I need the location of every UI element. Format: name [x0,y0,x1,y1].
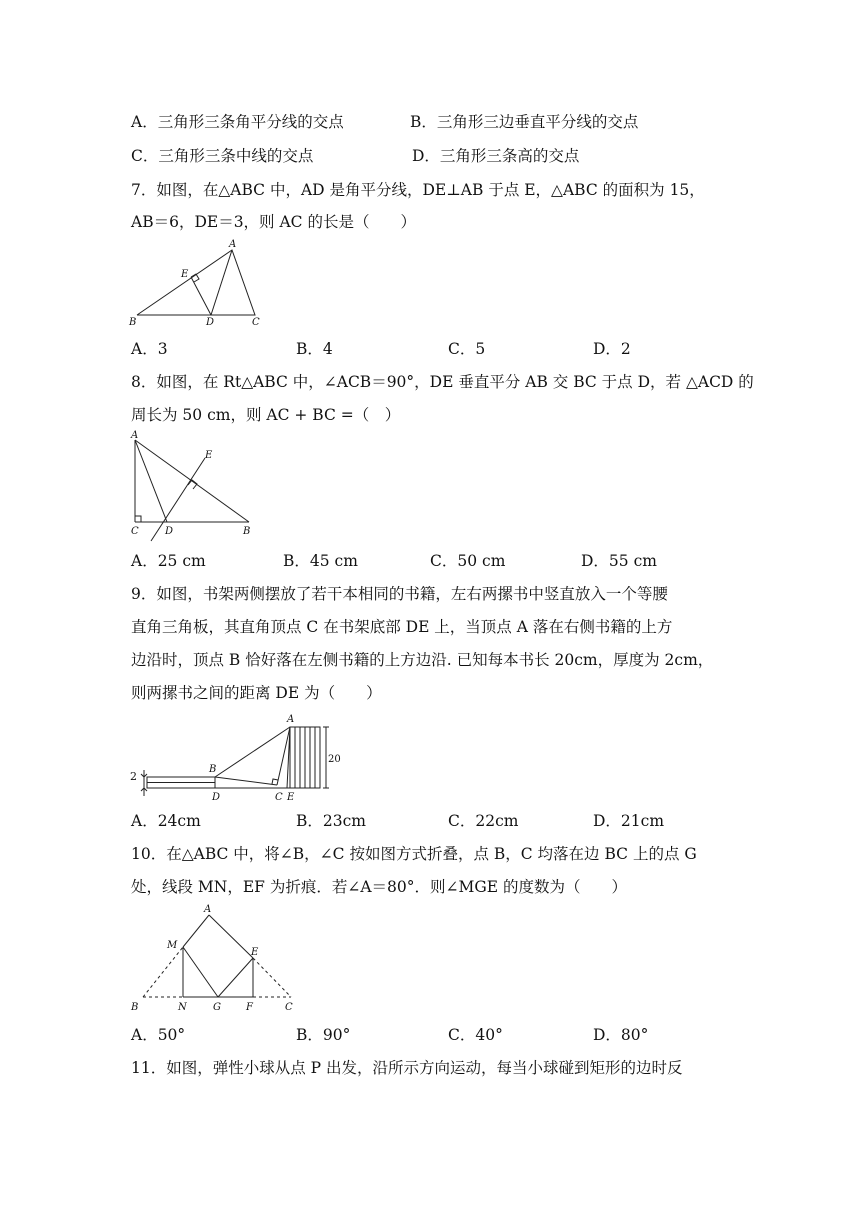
q8-figure [125,430,265,544]
q9-figure [125,708,355,808]
q7-stem-line1: 7．如图，在△ABC 中，AD 是角平分线，DE⊥AB 于点 E，△ABC 的面积为 15， [131,181,705,199]
q10-label-g: G [213,1002,221,1013]
q8-label-b: B [243,526,251,537]
q10-label-c: C [285,1002,293,1013]
q9-stem-line3: 边沿时，顶点 B 恰好落在左侧书籍的上方边沿. 已知每本书长 20cm，厚度为 2cm， [131,651,714,669]
q7-figure [125,238,265,330]
q11-stem-line1: 11．如图，弹性小球从点 P 出发，沿所示方向运动，每当小球碰到矩形的边时反 [131,1059,683,1077]
q9-option-b: B．23cm [296,812,366,830]
q8-label-a: A [131,430,139,441]
q8-stem-line2: 周长为 50 cm，则 AC + BC =（ ） [131,406,401,424]
q7-option-b: B．4 [296,340,333,358]
q9-label-b: B [209,764,217,775]
q9-label-length: 20 [328,754,341,765]
q9-label-e: E [287,792,295,803]
q10-option-c: C．40° [448,1026,503,1044]
q10-label-n: N [178,1002,187,1013]
q8-label-e: E [205,450,213,461]
q10-stem-line1: 10．在△ABC 中，将∠B，∠C 按如图方式折叠，点 B，C 均落在边 BC 上的点 G [131,845,697,863]
q9-option-a: A．24cm [131,812,201,830]
q6-option-d: D．三角形三条高的交点 [412,147,580,165]
q7-label-d: D [206,317,215,328]
q7-label-a: A [229,239,237,250]
q8-option-b: B．45 cm [283,552,358,570]
q6-option-c: C．三角形三条中线的交点 [131,147,314,165]
q7-label-c: C [252,317,260,328]
q9-stem-line2: 直角三角板，其直角顶点 C 在书架底部 DE 上，当顶点 A 落在右侧书籍的上方 [131,618,673,636]
q9-option-c: C．22cm [448,812,519,830]
q10-label-e: E [251,947,259,958]
q8-option-c: C．50 cm [430,552,506,570]
q8-label-d: D [165,526,174,537]
q10-stem-line2: 处，线段 MN，EF 为折痕．若∠A＝80°．则∠MGE 的度数为（ ） [131,878,627,896]
q9-option-d: D．21cm [593,812,665,830]
q10-label-m: M [167,940,178,951]
q8-option-d: D．55 cm [581,552,657,570]
q9-label-c: C [275,792,283,803]
q8-stem-line1: 8．如图，在 Rt△ABC 中，∠ACB＝90°，DE 垂直平分 AB 交 BC 于点 D，若 △ACD 的 [131,373,754,391]
q10-label-f: F [246,1002,253,1013]
q10-figure [125,900,300,1016]
q10-option-b: B．90° [296,1026,351,1044]
q7-option-d: D．2 [593,340,631,358]
q7-option-a: A．3 [131,340,168,358]
q6-option-b: B．三角形三边垂直平分线的交点 [410,113,639,131]
q10-label-a: A [204,904,212,915]
q9-label-d: D [212,792,221,803]
q9-stem-line4: 则两摞书之间的距离 DE 为（ ） [131,684,382,702]
q7-stem-line2: AB＝6，DE＝3，则 AC 的长是（ ） [131,213,416,231]
q10-option-d: D．80° [593,1026,649,1044]
q7-label-b: B [129,317,137,328]
q10-option-a: A．50° [131,1026,186,1044]
q6-option-a: A．三角形三条角平分线的交点 [131,113,344,131]
q10-label-b: B [131,1002,139,1013]
q9-stem-line1: 9．如图，书架两侧摆放了若干本相同的书籍，左右两摞书中竖直放入一个等腰 [131,585,668,603]
q7-option-c: C．5 [448,340,486,358]
q8-option-a: A．25 cm [131,552,206,570]
q9-label-thickness: 2 [130,770,137,783]
q8-label-c: C [131,526,139,537]
q7-label-e: E [181,269,189,280]
q9-label-a: A [287,714,295,725]
